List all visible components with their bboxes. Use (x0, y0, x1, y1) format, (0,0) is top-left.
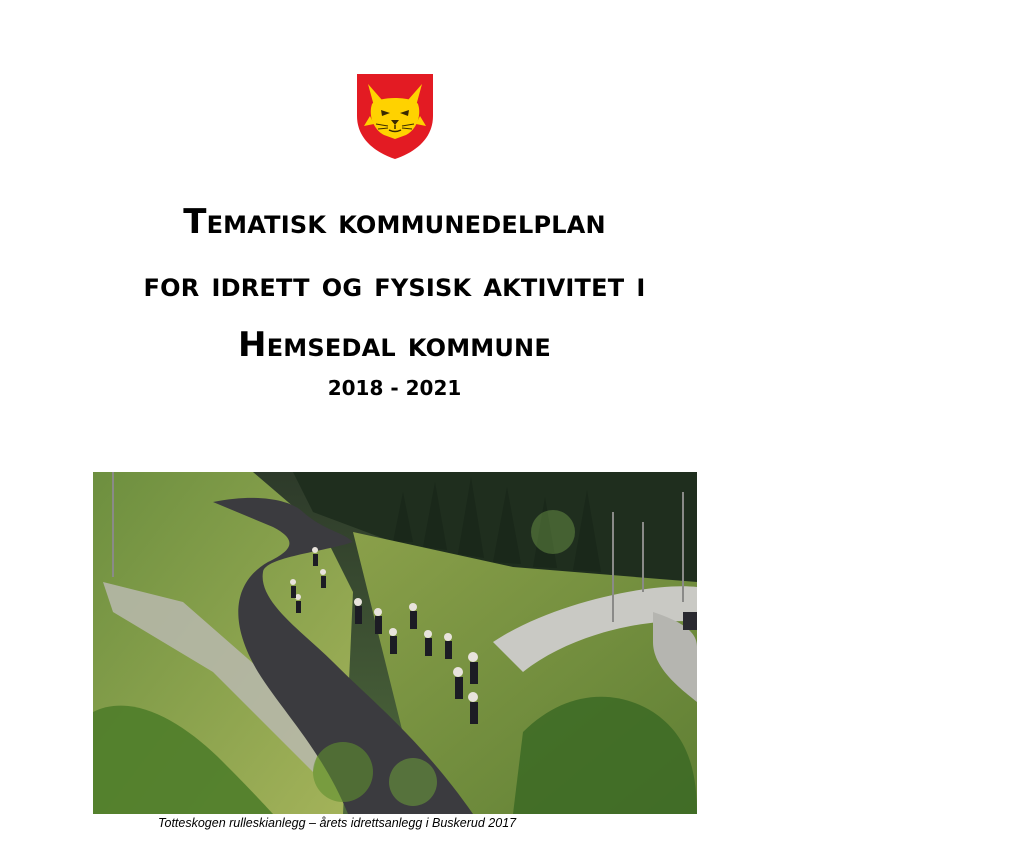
title-line-3: Hemsedal kommune (238, 325, 551, 365)
title-line-2: for idrett og fysisk aktivitet i (143, 265, 646, 305)
cover-photo (93, 472, 697, 814)
lynx-coat-of-arms-icon (356, 72, 434, 160)
plan-years: 2018 - 2021 (327, 376, 462, 400)
photo-caption: Totteskogen rulleskianlegg – årets idrettsanlegg i Buskerud 2017 (158, 816, 517, 830)
title-line-1: Tematisk kommunedelplan (183, 202, 606, 242)
